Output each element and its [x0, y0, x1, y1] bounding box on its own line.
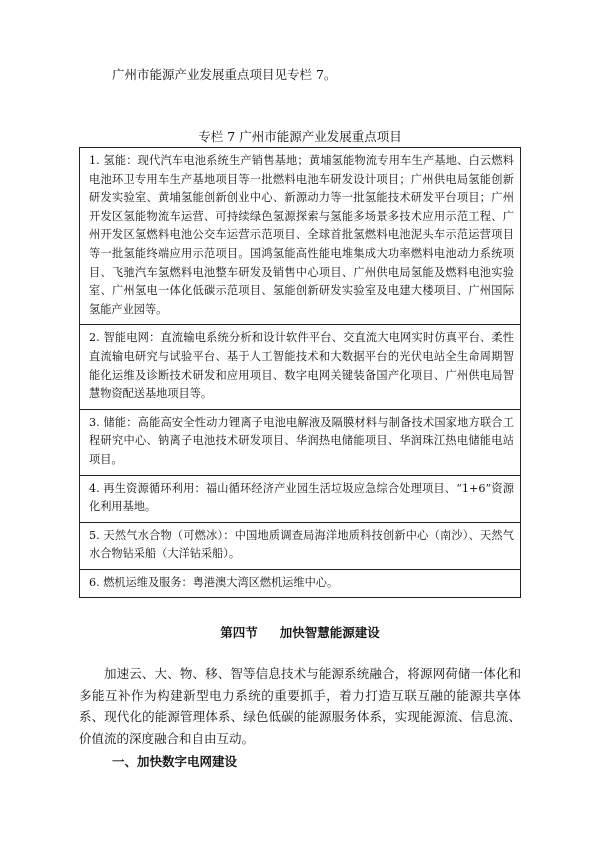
section-number: 第四节 [220, 625, 258, 640]
box-item-recycling: 4. 再生资源循环利用：福山循环经济产业园生活垃圾应急综合处理项目、“1+6”资源化利用基地。 [80, 476, 520, 523]
intro-text: 广州市能源产业发展重点项目见专栏 7。 [112, 67, 337, 82]
section-heading: 加快智慧能源建设 [279, 625, 380, 640]
subheading: 一、加快数字电网建设 [112, 754, 238, 769]
box-item-gas-hydrate: 5. 天然气水合物（可燃冰）：中国地质调查局海洋地质科技创新中心（南沙）、天然气水合物钻采船（大洋钻采船）。 [80, 523, 520, 570]
projects-box [79, 147, 521, 598]
box-item-smart-grid: 2. 智能电网：直流输电系统分析和设计软件平台、交直流大电网实时仿真平台、柔性直流输电研究与试验平台、基于人工智能技术和大数据平台的光伏电站全生命周期智能化运维及诊断技术研发和应用项目、数字电网关键装备国产化项目、广州供电局智慧物资配送基地项目等。 [80, 325, 520, 409]
box-item-storage: 3. 储能：高能高安全性动力锂离子电池电解液及隔膜材料与制备技术国家地方联合工程研究中心、钠离子电池技术研发项目、华润热电储能项目、华润珠江热电储能电站项目。 [80, 410, 520, 476]
box-item-turbine: 6. 燃机运维及服务：粤港澳大湾区燃机运维中心。 [89, 575, 339, 589]
section-title [0, 622, 600, 643]
body-paragraph: 加速云、大、物、移、智等信息技术与能源系统融合，将源网荷储一体化和多能互补作为构建新型电力系统的重要抓手，着力打造互联互融的能源共享体系、现代化的能源管理体系、绿色低碳的能源服务体系，实现能源流、信息流、价值流的深度融合和自由互动。 [79, 666, 521, 746]
box-title: 专栏 7 广州市能源产业发展重点项目 [198, 129, 402, 144]
box-item-hydrogen: 1. 氢能：现代汽车电池系统生产销售基地；黄埔氢能物流专用车生产基地、白云燃料电池环卫专用车生产基地项目等一批燃料电池车研发设计项目；广州供电局氢能创新研发实验室、黄埔氢能创新创业中心、新源动力等一批氢能技术研发平台项目；广州开发区氢能物流车运营、可持续绿色氢源探索与氢能多场景多技术应用示范工程、广州开发区氢燃料电池公交车运营示范项目、全球首批氢燃料电池泥头车示范运营项目等一批氢能终端应用示范项目。国鸿氢能高性能电堆集成大功率燃料电池动力系统项目、飞驰汽车氢燃料电池整车研发及销售中心项目、广州供电局氢能及燃料电池实验室、广州氢电一体化低碳示范项目、氢能创新研发实验室及电建大楼项目、广州国际氢能产业园等。 [80, 148, 520, 325]
